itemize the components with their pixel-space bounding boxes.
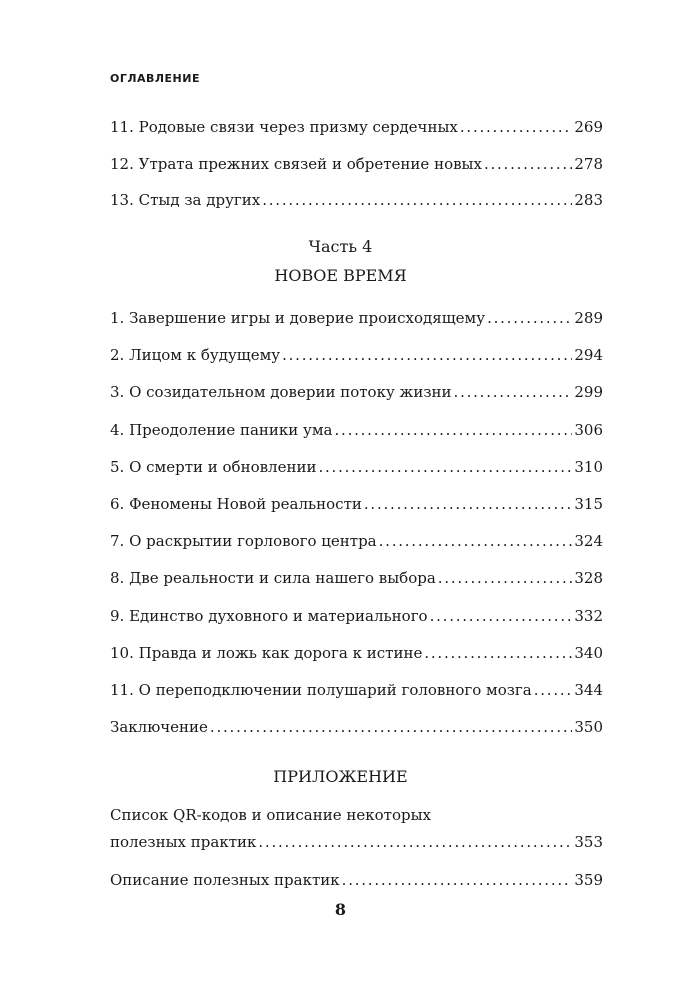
toc-entry[interactable] (110, 680, 603, 700)
dot-leader (454, 382, 573, 402)
toc-entry[interactable] (110, 717, 603, 737)
toc-entry[interactable] (110, 531, 603, 551)
toc-entry-page: 289 (574, 309, 603, 327)
dot-leader (342, 870, 573, 890)
toc-entry-title: 13. Стыд за других (110, 191, 261, 209)
toc-entry-page: 350 (574, 718, 603, 737)
toc-entry-title: 10. Правда и ложь как дорога к истине (110, 643, 423, 662)
toc-entry[interactable] (110, 568, 603, 588)
toc-entry-page: 340 (574, 643, 603, 662)
toc-entry-title: 9. Единство духовного и материального (110, 606, 428, 625)
toc-entry-page: 332 (574, 606, 603, 625)
toc-entry-page: 310 (574, 457, 603, 476)
toc-entry-page: 294 (574, 346, 603, 365)
running-header: ОГЛАВЛЕНИЕ (110, 72, 200, 85)
toc-entry[interactable] (110, 457, 603, 477)
toc-entry-page: 283 (574, 191, 603, 209)
toc-entry[interactable] (110, 117, 603, 137)
toc-entry-title: 4. Преодоление паники ума (110, 420, 333, 439)
dot-leader (282, 345, 572, 365)
toc-entry-title: 3. О созидательном доверии потоку жизни (110, 383, 452, 402)
dot-leader (335, 420, 573, 440)
part-title: НОВОЕ ВРЕМЯ (274, 266, 407, 285)
toc-entry-page: 299 (574, 383, 603, 402)
toc-entry-page: 278 (574, 154, 603, 173)
page-number: 8 (334, 900, 347, 919)
dot-leader (460, 117, 572, 137)
dot-leader (484, 154, 572, 174)
dot-leader (438, 568, 573, 588)
dot-leader (364, 494, 572, 514)
toc-entry-title: 6. Феномены Новой реальности (110, 495, 362, 513)
dot-leader (258, 832, 572, 852)
toc-entry-page: 353 (574, 833, 603, 851)
toc-entry[interactable] (110, 154, 603, 174)
dot-leader (318, 457, 572, 477)
toc-entry-title: 8. Две реальности и сила нашего выбора (110, 569, 436, 588)
toc-entry-title: Описание полезных практик (110, 871, 340, 889)
toc-entry-title: 11. Родовые связи через призму сердечных (110, 118, 458, 136)
toc-entry[interactable] (110, 643, 603, 663)
toc-entry[interactable] (110, 190, 603, 210)
toc-entry-page: 328 (574, 569, 603, 588)
toc-entry[interactable] (110, 494, 603, 514)
dot-leader (534, 680, 573, 700)
toc-entry[interactable] (110, 832, 603, 852)
toc-entry-page: 344 (574, 681, 603, 699)
toc-entry-page: 359 (574, 871, 603, 889)
part-label: Часть 4 (308, 237, 373, 256)
toc-entry-title: 7. О раскрытии горлового центра (110, 532, 377, 551)
toc-entry-title: 2. Лицом к будущему (110, 346, 281, 365)
appendix-title: ПРИЛОЖЕНИЕ (273, 767, 408, 786)
toc-entry-title: 5. О смерти и обновлении (110, 457, 317, 476)
toc-entry-title: Список QR-кодов и описание некоторых (110, 806, 431, 824)
toc-entry[interactable] (110, 382, 603, 402)
toc-entry[interactable] (110, 870, 603, 890)
toc-entry[interactable] (110, 420, 603, 440)
dot-leader (210, 717, 572, 737)
toc-entry-page: 306 (574, 420, 603, 439)
toc-entry-page: 324 (574, 532, 603, 551)
dot-leader (487, 308, 572, 328)
dot-leader (430, 606, 573, 626)
dot-leader (424, 643, 572, 663)
toc-entry[interactable] (110, 345, 603, 365)
toc-entry[interactable] (110, 606, 603, 626)
dot-leader (262, 190, 572, 210)
toc-entry-title: полезных практик (110, 833, 257, 851)
toc-entry[interactable] (110, 308, 603, 328)
toc-entry-page: 269 (574, 118, 603, 136)
toc-entry-page: 315 (574, 495, 603, 513)
toc-entry-title: 12. Утрата прежних связей и обретение новых (110, 154, 482, 173)
dot-leader (379, 531, 573, 551)
toc-entry-title: Заключение (110, 718, 208, 737)
toc-entry-title: 1. Завершение игры и доверие происходящему (110, 309, 486, 327)
toc-entry-title: 11. О переподключении полушарий головного мозга (110, 681, 532, 699)
